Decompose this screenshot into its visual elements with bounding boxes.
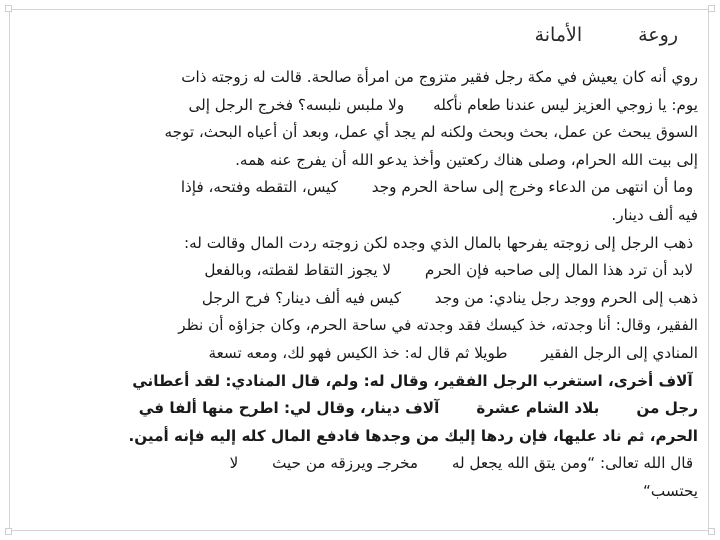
title-word-2: الأمانة <box>534 24 583 46</box>
text-line: رجل من بلاد الشام عشرة آلاف دينار، وقال لي: اطرح منها ألفا في <box>138 399 698 418</box>
resize-handle-top-left[interactable] <box>5 5 12 12</box>
text-line: فيه ألف دينار. <box>611 205 698 224</box>
text-line: الحرم، ثم ناد عليها، فإن ردها إليك من وجدها فادفع المال كله إليه فإنه أمين. <box>128 426 698 445</box>
text-line: يحتسب“ <box>643 481 698 500</box>
text-line: ذهب الرجل إلى زوجته يفرحها بالمال الذي وجده لكن زوجته ردت المال وقالت له: <box>184 233 698 252</box>
slide-title <box>535 24 678 46</box>
text-line: قال الله تعالى: “ومن يتق الله يجعل له مخرجـ ويرزقه من حيث لا <box>229 454 698 473</box>
text-line: إلى بيت الله الحرام، وصلى هناك ركعتين وأخذ يدعو الله أن يفرج عنه همه. <box>235 150 698 169</box>
resize-handle-top-right[interactable] <box>708 5 715 12</box>
text-line: الفقير، وقال: أنا وجدته، خذ كيسك فقد وجدته في ساحة الحرم، وكان جزاؤه أن نظر <box>178 316 698 335</box>
text-line: ذهب إلى الحرم ووجد رجل ينادي: من وجد كيس فيه ألف دينار؟ فرح الرجل <box>201 288 698 307</box>
text-line: لابد أن ترد هذا المال إلى صاحبه فإن الحرم لا يجوز التقاط لقطته، وبالفعل <box>204 261 698 280</box>
text-line: السوق يبحث عن عمل، بحث وبحث ولكنه لم يجد أي عمل، وبعد أن أعياه البحث، توجه <box>164 123 698 142</box>
title-word-1: روعة <box>638 24 678 46</box>
text-line: آلاف أخرى، استغرب الرجل الفقير، وقال له: ولم، قال المنادي: لقد أعطاني <box>132 371 698 390</box>
resize-handle-bottom-left[interactable] <box>5 528 12 535</box>
text-line: وما أن انتهى من الدعاء وخرج إلى ساحة الحرم وجد كيس، التقطه وفتحه، فإذا <box>180 178 698 197</box>
text-line: يوم: يا زوجي العزيز ليس عندنا طعام نأكله ولا ملبس نلبسه؟ فخرج الرجل إلى <box>188 95 698 114</box>
text-line: المنادي إلى الرجل الفقير طويلا ثم قال له: خذ الكيس فهو لك، ومعه تسعة <box>208 343 698 362</box>
resize-handle-bottom-right[interactable] <box>708 528 715 535</box>
text-line: روي أنه كان يعيش في مكة رجل فقير متزوج من امرأة صالحة. قالت له زوجته ذات <box>181 68 698 86</box>
story-text <box>22 64 698 506</box>
